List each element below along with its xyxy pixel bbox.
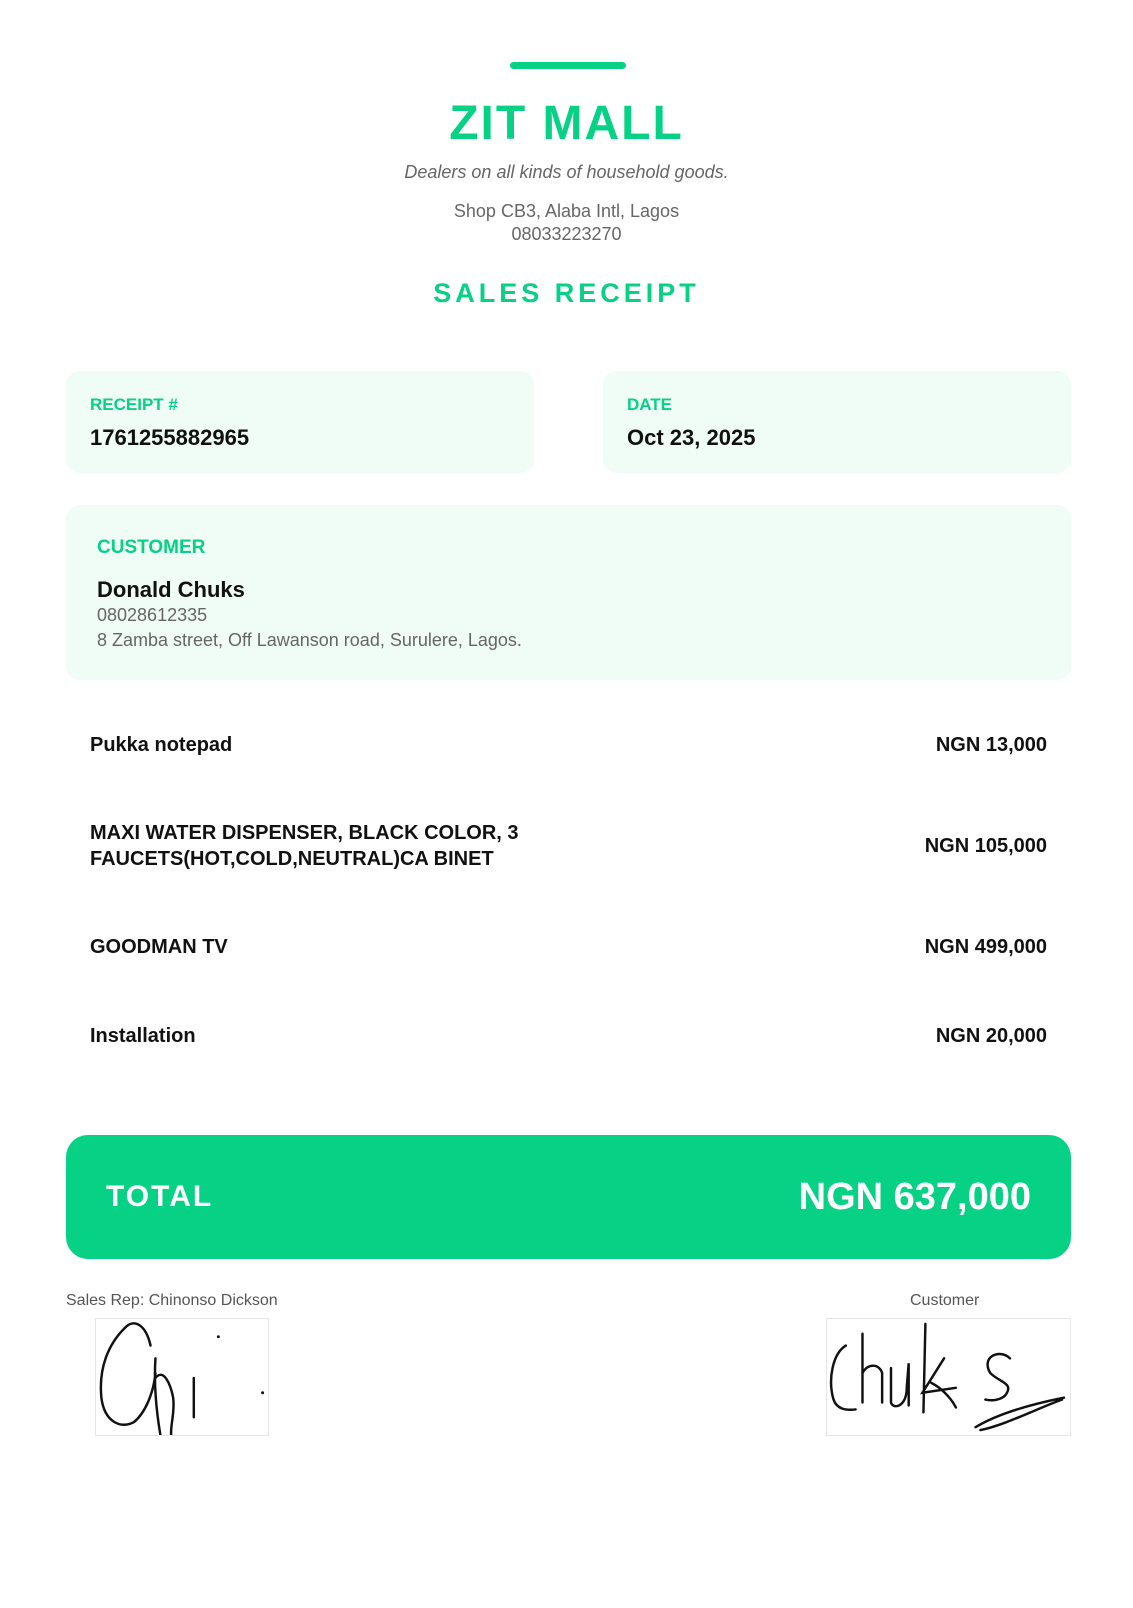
store-address: Shop CB3, Alaba Intl, Lagos	[453, 201, 680, 221]
item-price: NGN 20,000	[935, 1024, 1047, 1047]
item-name: Installation	[90, 1024, 196, 1047]
customer-signature	[826, 1318, 1071, 1436]
document-title: SALES RECEIPT	[433, 278, 700, 308]
item-name: MAXI WATER DISPENSER, BLACK COLOR, 3 FAUCETS(HOT,COLD,NEUTRAL)CA BINET	[90, 822, 519, 870]
receipt-number-label: RECEIPT #	[90, 395, 178, 414]
total-label: TOTAL	[106, 1180, 214, 1213]
sales-rep-label: Sales Rep: Chinonso Dickson	[66, 1292, 278, 1309]
customer-label: CUSTOMER	[97, 537, 206, 558]
customer-name: Donald Chuks	[97, 577, 245, 602]
date-value: Oct 23, 2025	[627, 425, 756, 450]
customer-signature-label: Customer	[910, 1292, 980, 1309]
customer-card	[66, 505, 1071, 680]
store-tagline: Dealers on all kinds of household goods.	[404, 162, 729, 182]
line-item	[66, 917, 1071, 977]
customer-address: 8 Zamba street, Off Lawanson road, Surulere, Lagos.	[97, 630, 522, 650]
date-card	[603, 371, 1071, 473]
item-price: NGN 499,000	[924, 935, 1047, 958]
receipt-number-card	[66, 371, 534, 473]
store-phone: 08033223270	[511, 224, 622, 244]
receipt-number: 1761255882965	[90, 425, 250, 450]
total-value: NGN 637,000	[798, 1175, 1031, 1218]
store-contact	[0, 200, 1133, 246]
item-price: NGN 13,000	[935, 733, 1047, 756]
item-price: NGN 105,000	[924, 834, 1047, 857]
total-banner	[66, 1135, 1071, 1259]
date-label: DATE	[627, 395, 673, 414]
line-item	[66, 775, 1071, 917]
line-item	[66, 977, 1071, 1095]
header-accent-bar	[510, 62, 626, 69]
customer-phone: 08028612335	[97, 605, 208, 625]
line-item	[66, 715, 1071, 775]
sales-rep-signature	[95, 1318, 269, 1436]
line-items	[66, 715, 1071, 1095]
item-name: GOODMAN TV	[90, 935, 228, 958]
store-name: ZIT MALL	[449, 97, 684, 150]
item-name: Pukka notepad	[90, 733, 233, 756]
